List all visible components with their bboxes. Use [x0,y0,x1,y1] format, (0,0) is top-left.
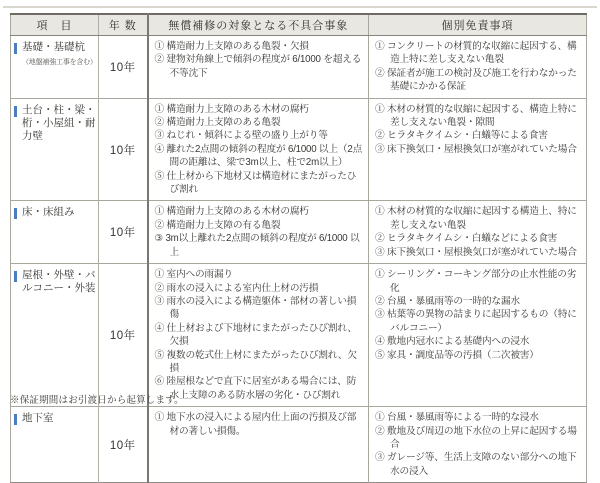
exemption-item: ② 保証者が施工の検討及び施工を行わなかった基礎にかかる保証 [375,67,577,93]
item-marker [14,43,17,54]
exemption-item: ① 木材の材質的な収縮に起因する、構造上特に差し支えない亀裂・隙間 [375,103,577,129]
defect-item: ③ 雨水の浸入による構造躯体・部材の著しい損傷 [154,295,357,321]
exemption-item: ② 台風・暴風雨等の一時的な漏水 [375,295,520,307]
warranty-table-container [10,13,586,483]
defect-item: ① 構造耐力上支障のある亀裂・欠損 [154,41,309,52]
exemption-item: ② ヒラタキクイムシ・白蟻等による食害 [375,130,548,142]
exemption-item: ③ 床下換気口・屋根換気口が塞がれていた場合 [375,246,577,258]
item-name: 土台・柱・梁・桁・小屋組・耐力壁 [22,103,96,142]
years-cell: 10年 [99,98,148,201]
defect-item: ④ 仕上材および下地材にまたがったひび割れ、欠損 [154,322,357,348]
exemption-item: ⑤ 家具・調度品等の汚損（二次被害） [375,349,539,361]
defect-item: ② 建物対角線上で傾斜の程度が 6/1000 を超える不等沈下 [154,54,362,79]
defects-cell [148,407,369,483]
defect-item: ① 地下水の浸入による屋内仕上面の汚損及び部材の著しい損傷。 [154,412,357,437]
defect-item: ② 構造耐力上支障の有る亀裂 [154,219,281,231]
table-row [11,407,587,483]
item-marker [14,414,17,425]
item-marker [14,208,17,219]
defect-item: ① 室内への雨漏り [154,269,233,281]
item-name: 床・床組み [22,206,75,219]
exemption-item: ③ 床下換気口・屋根換気口が塞がれていた場合 [375,143,577,155]
exemption-item: ① 台風・暴風雨等による一時的な浸水 [375,412,539,424]
exemption-item: ④ 敷地内冠水による基礎内への浸水 [375,336,530,348]
defect-item: ③ ねじれ・傾斜による壁の盛り上がり等 [154,130,328,142]
item-note: （地盤補強工事を含む） [22,59,97,66]
years-cell: 10年 [99,407,148,483]
defect-item: ⑤ 複数の乾式仕上材にまたがったひび割れ、欠損 [154,349,357,374]
exemptions-cell [369,36,587,99]
table-row [11,201,587,264]
years-cell: 10年 [99,201,148,264]
item-name: 地下室 [22,412,54,425]
item-cell [11,407,99,483]
header-years: 年 数 [99,14,148,36]
item-name: 屋根・外壁・バルコニー・外装 [22,269,96,295]
exemptions-cell [369,407,587,483]
defects-cell [148,264,369,407]
exemptions-cell [369,264,587,407]
exemption-item: ① 木材の材質的な収縮に起因する構造上、特に差し支えない亀裂 [375,206,577,231]
item-marker [14,106,17,117]
exemptions-cell [369,201,587,264]
header-row [11,14,587,36]
exemption-item: ① コンクリートの材質的な収縮に起因する、構造上特に差し支えない亀裂 [375,41,577,66]
item-marker [14,271,17,282]
warranty-table [10,13,587,483]
exemptions-cell [369,98,587,201]
header-defects: 無償補修の対象となる不具合事象 [148,14,369,36]
item-cell [11,98,99,201]
defect-item: ① 構造耐力上支障のある木材の腐朽 [154,206,309,218]
exemption-item: ② 敷地及び周辺の地下水位の上昇に起因する場合 [375,425,577,450]
defects-cell [148,201,369,264]
footnote: ※保証期間はお引渡日から起算します。 [10,395,184,406]
item-name: 基礎・基礎杭 [22,41,85,53]
defect-item: ⑤ 仕上材から下地材又は構造材にまたがったひび割れ [154,170,357,196]
item-cell [11,264,99,407]
exemption-item: ① シーリング・コーキング部分の止水性能の劣化 [375,269,577,294]
defect-item: ② 雨水の浸入による室内仕上材の汚損 [154,282,319,294]
table-row [11,264,587,407]
exemption-item: ② ヒラタキクイムシ・白蟻などによる食害 [375,233,558,245]
years-cell: 10年 [99,36,148,99]
table-row [11,36,587,99]
defect-item: ④ 離れた2点間の傾斜の程度が 6/1000 以上（2点間の距離は、梁で3m以上、柱で2m以上） [154,143,363,169]
header-item: 項 目 [11,14,99,36]
exemption-item: ③ 枯葉等の異物の詰まりに起因するもの（特にバルコニー） [375,309,577,334]
exemption-item: ③ ガレージ等、生活上支障のない部分への地下水の浸入 [375,452,577,477]
defects-cell [148,36,369,99]
years-cell: 10年 [99,264,148,407]
header-exemptions: 個別免責事項 [369,14,587,36]
defects-cell [148,98,369,201]
table-row [11,98,587,201]
item-cell [11,36,99,99]
item-cell [11,201,99,264]
defect-item: ⑥ 陸屋根などで直下に居室がある場合には、防水上支障のある防水層の劣化・ひび割れ [154,376,357,401]
defect-item: ② 構造耐力上支障のある亀裂 [154,117,281,129]
defect-item: ③ 3m以上離れた2点間の傾斜の程度が 6/1000 以上 [154,233,360,258]
defect-item: ① 構造耐力上支障のある木材の腐朽 [154,103,309,115]
page-top-rule [3,6,597,8]
